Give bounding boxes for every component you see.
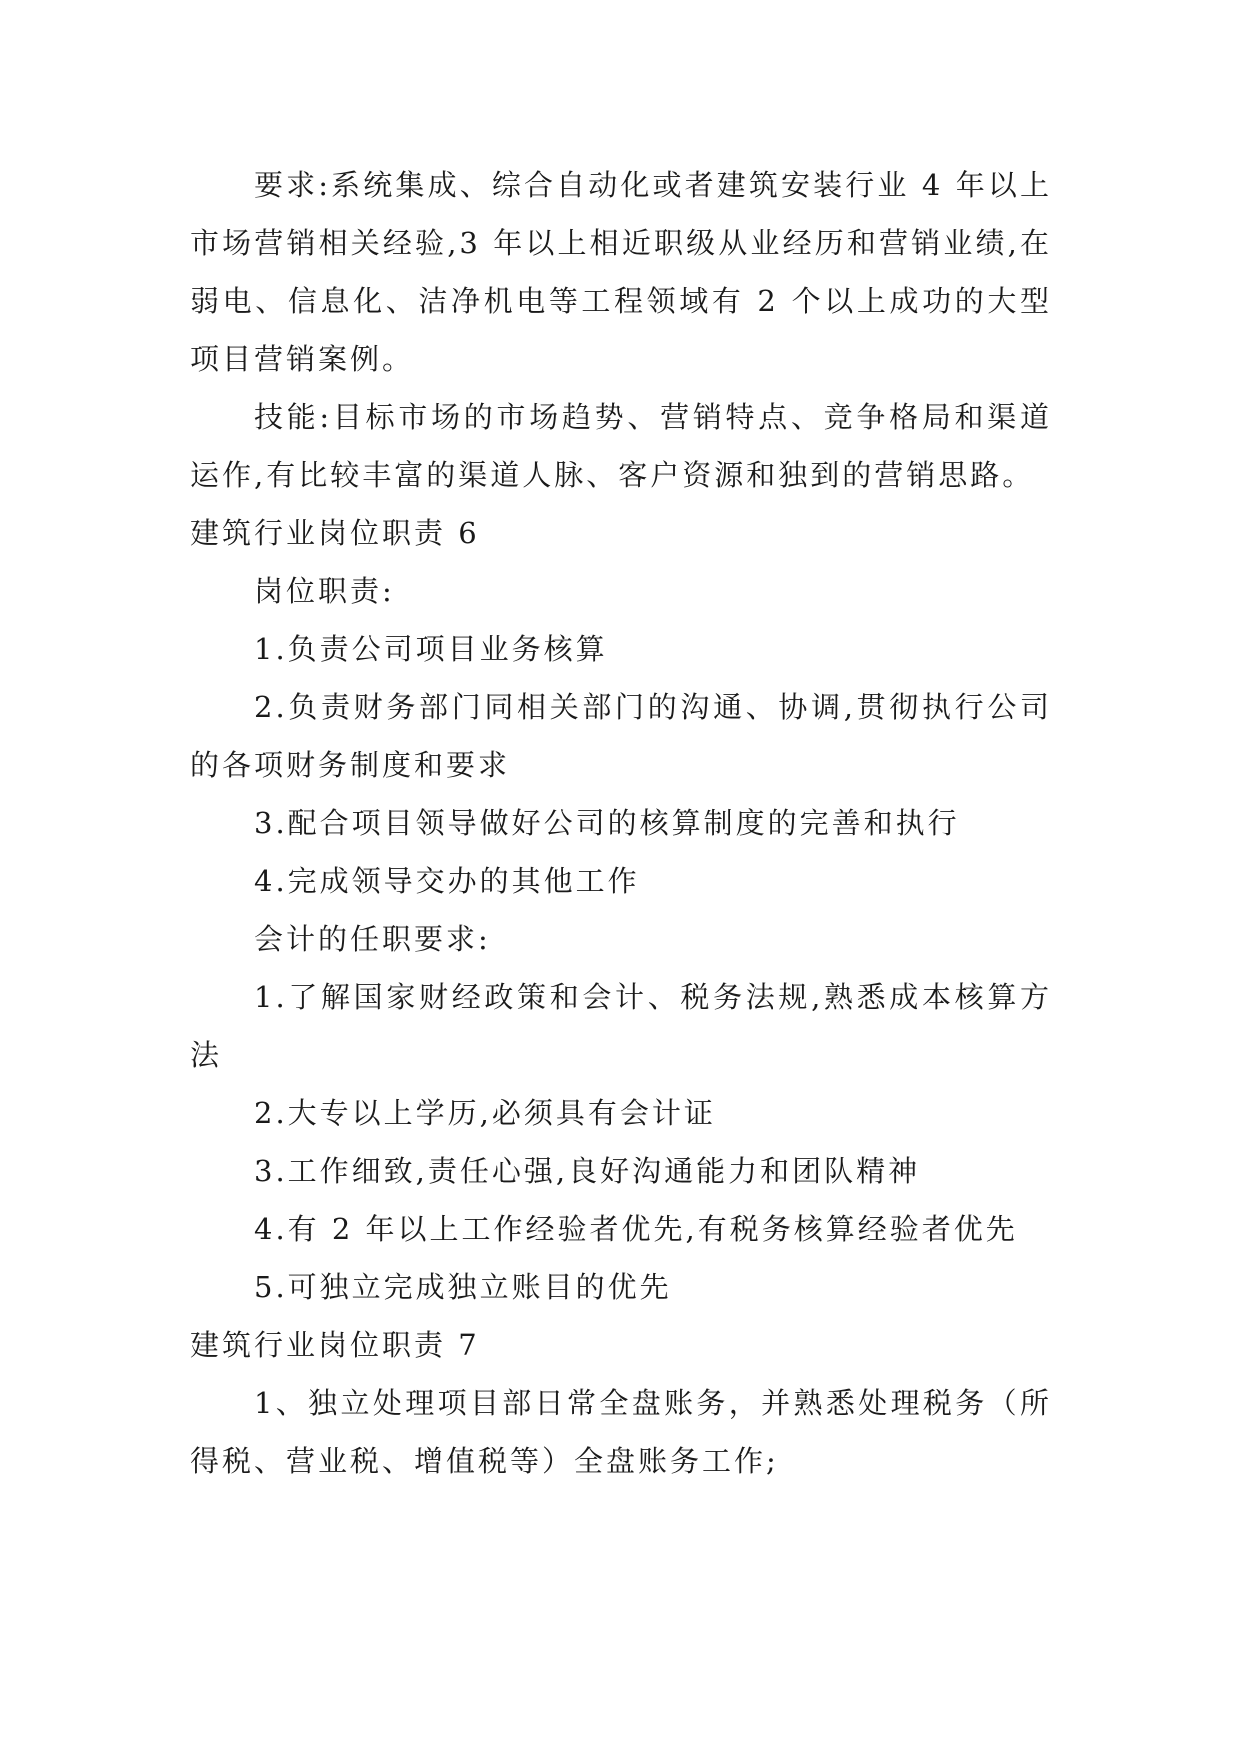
- list-item-qualification-4: 4.有 2 年以上工作经验者优先,有税务核算经验者优先: [254, 1212, 1018, 1246]
- paragraph-qualifications-label: 会计的任职要求:: [254, 922, 491, 956]
- list-item-qualification-3: 3.工作细致,责任心强,良好沟通能力和团队精神: [254, 1154, 921, 1188]
- list-item-section7-1: 1、独立处理项目部日常全盘账务，并熟悉处理税务（所得税、营业税、增值税等）全盘账务工作;: [190, 1386, 1052, 1478]
- section-heading-6: 建筑行业岗位职责 6: [190, 516, 480, 550]
- section-heading-7: 建筑行业岗位职责 7: [190, 1328, 480, 1362]
- list-item-duty-3: 3.配合项目领导做好公司的核算制度的完善和执行: [254, 806, 960, 840]
- paragraph-requirements: 要求:系统集成、综合自动化或者建筑安装行业 4 年以上市场营销相关经验,3 年以上相近职级从业经历和营销业绩,在弱电、信息化、洁净机电等工程领域有 2 个以上成功的大型项目营销案例。: [190, 168, 1052, 376]
- list-item-duty-1: 1.负责公司项目业务核算: [254, 632, 608, 666]
- paragraph-duties-label: 岗位职责:: [254, 574, 395, 608]
- list-item-qualification-1: 1.了解国家财经政策和会计、税务法规,熟悉成本核算方法: [190, 980, 1052, 1072]
- list-item-qualification-5: 5.可独立完成独立账目的优先: [254, 1270, 672, 1304]
- paragraph-skills: 技能:目标市场的市场趋势、营销特点、竞争格局和渠道运作,有比较丰富的渠道人脉、客户资源和独到的营销思路。: [190, 400, 1052, 492]
- document-body: [190, 156, 1052, 1490]
- list-item-duty-2: 2.负责财务部门同相关部门的沟通、协调,贯彻执行公司的各项财务制度和要求: [190, 690, 1052, 782]
- list-item-qualification-2: 2.大专以上学历,必须具有会计证: [254, 1096, 716, 1130]
- list-item-duty-4: 4.完成领导交办的其他工作: [254, 864, 640, 898]
